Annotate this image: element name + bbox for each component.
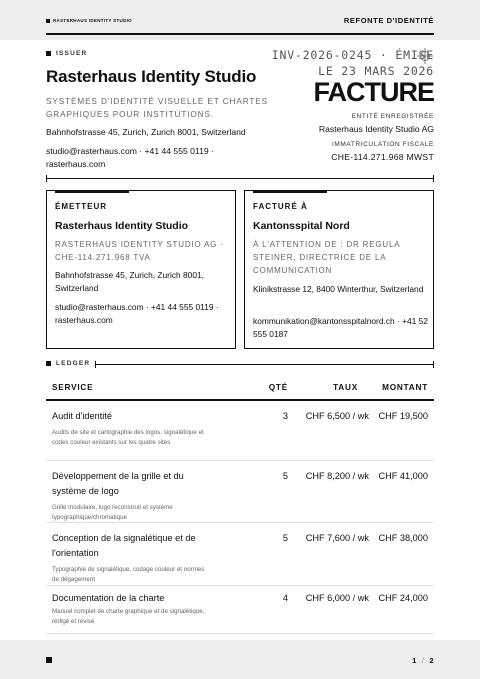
- issuer-tag-label: ISSUER: [56, 50, 88, 57]
- billed-to-contact: kommunikation@kantonsspitalnord.ch · +41 52 555 0187: [253, 316, 428, 339]
- ledger-square-icon: [46, 361, 51, 366]
- sender-contact: studio@rasterhaus.com · +41 44 555 0119 · rasterhaus.com: [55, 302, 219, 325]
- billed-to-address: Klinikstrasse 12, 8400 Winterthur, Switzerland: [253, 284, 424, 294]
- invoice-number: INV-2026-0245 · ÉMISE: [271, 48, 434, 62]
- column-rate: TAUX: [333, 383, 358, 392]
- invoice-date: LE 23 MARS 2026: [318, 64, 434, 78]
- brand-mark: [46, 18, 132, 23]
- issuer-tag: [46, 50, 87, 57]
- service-qty: 4: [282, 593, 288, 603]
- document-title: FACTURE: [313, 77, 434, 107]
- sender-label: ÉMETTEUR: [55, 202, 107, 211]
- crosshair-icon: [417, 48, 433, 64]
- current-page: 1: [412, 656, 417, 665]
- service-description: Typographie de signalétique, codage couleur et normes de dégagement: [52, 566, 205, 583]
- page-footer: [0, 640, 480, 679]
- sender-name: Rasterhaus Identity Studio: [55, 220, 189, 232]
- card-accent-bar: [253, 190, 327, 193]
- card-accent-bar: [55, 190, 129, 193]
- service-rate: CHF 6,000 / wk: [305, 593, 369, 603]
- ledger-rule: [95, 364, 434, 365]
- service-name: Développement de la grille et du système de logo: [52, 471, 184, 496]
- table-row: [46, 401, 434, 461]
- issuer-address: Bahnhofstrasse 45, Zurich, Zurich 8001, Switzerland: [46, 127, 246, 137]
- table-row: [46, 586, 434, 634]
- page-indicator: 1 / 2: [412, 656, 434, 665]
- issuer-description: SYSTÈMES D'IDENTITÉ VISUELLE ET CHARTES GRAPHIQUES POUR INSTITUTIONS.: [46, 97, 268, 119]
- service-rate: CHF 8,200 / wk: [305, 471, 369, 481]
- registered-entity-value: Rasterhaus Identity Studio AG: [318, 124, 434, 134]
- top-bar: [0, 0, 480, 40]
- ledger-tag: [46, 360, 90, 367]
- service-name: Documentation de la charte: [52, 593, 165, 603]
- column-amount: MONTANT: [382, 383, 428, 392]
- total-pages: 2: [429, 656, 434, 665]
- service-rate: CHF 7,600 / wk: [305, 533, 369, 543]
- issuer-square-icon: [46, 51, 51, 56]
- service-name: Audit d'identité: [52, 411, 112, 421]
- issuer-contact: studio@rasterhaus.com · +41 44 555 0119 · rasterhaus.com: [46, 146, 214, 169]
- service-amount: CHF 24,000: [378, 593, 428, 603]
- service-description: Grille modulaire, logo reconstruit et système typographique/chromatique: [52, 504, 173, 521]
- brand-mini-text: RASTERHAUS IDENTITY STUDIO: [53, 18, 132, 23]
- header-rule: [46, 33, 434, 35]
- footer-square-icon: [46, 657, 52, 663]
- column-service: SERVICE: [52, 383, 94, 392]
- service-rate: CHF 6,500 / wk: [305, 411, 369, 421]
- sender-card: [46, 190, 236, 349]
- section-divider: [46, 178, 434, 179]
- sender-address: Bahnhofstrasse 45, Zurich, Zurich 8001, Switzerland: [55, 270, 204, 293]
- service-qty: 5: [282, 533, 288, 543]
- billed-to-attention: À L'ATTENTION DE : DR REGULA STEINER, DIRECTRICE DE LA COMMUNICATION: [253, 240, 400, 275]
- service-name: Conception de la signalétique et de l'orientation: [52, 533, 196, 558]
- service-amount: CHF 38,000: [378, 533, 428, 543]
- issuer-name: Rasterhaus Identity Studio: [46, 67, 257, 86]
- billed-to-name: Kantonsspital Nord: [253, 220, 350, 232]
- table-row: [46, 461, 434, 523]
- column-qty: QTÉ: [268, 383, 288, 392]
- tax-registration-value: CHE-114.271.968 MWST: [331, 152, 434, 162]
- document-kind: REFONTE D'IDENTITÉ: [343, 16, 434, 25]
- service-qty: 5: [282, 471, 288, 481]
- billed-to-label: FACTURÉ À: [253, 202, 308, 211]
- table-row: [46, 523, 434, 586]
- service-amount: CHF 19,500: [378, 411, 428, 421]
- sender-legal-line: RASTERHAUS IDENTITY STUDIO AG · CHE-114.271.968 TVA: [55, 240, 224, 262]
- ledger-tag-label: LEDGER: [56, 360, 91, 367]
- service-description: Manuel complet de charte graphique et de signalétique, rédigé et révisé: [52, 608, 205, 625]
- brand-square-icon: [46, 19, 50, 23]
- service-qty: 3: [282, 411, 288, 421]
- registered-entity-label: ENTITÉ ENREGISTRÉE: [351, 113, 434, 120]
- tax-registration-label: IMMATRICULATION FISCALE: [331, 141, 434, 148]
- billed-to-card: [244, 190, 434, 349]
- service-description: Audits de site et cartographie des logos, signalétique et codes couleur existants sur les quatre sites: [52, 429, 204, 446]
- service-amount: CHF 41,000: [378, 471, 428, 481]
